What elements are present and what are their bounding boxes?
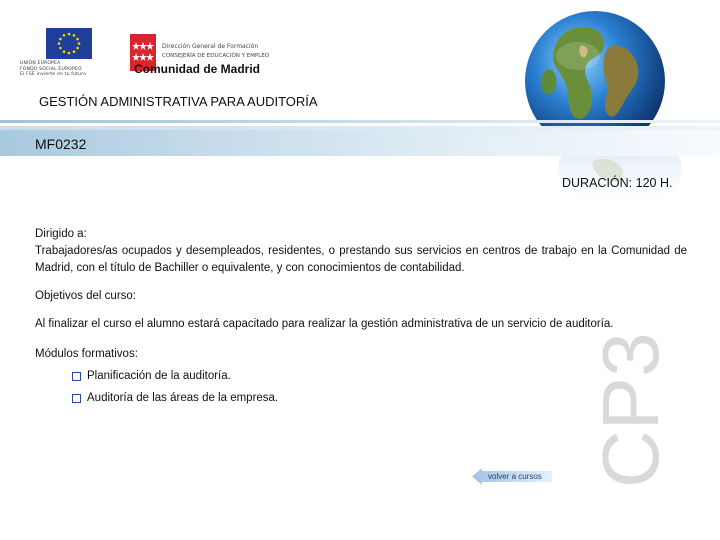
eu-flag-logo: [46, 28, 92, 59]
module-label: Planificación de la auditoría.: [87, 370, 231, 382]
madrid-name: Comunidad de Madrid: [134, 62, 260, 76]
target-audience-text: Trabajadores/as ocupados y desempleados, residentes, o prestando sus servicios en centros de trabajo en la Comunidad de Madrid, con el título de Bachiller o equivalente, y con conocimientos de contabilidad.: [35, 245, 687, 274]
title-divider: [0, 120, 720, 123]
module-item: [72, 392, 278, 404]
globe-reflection: [555, 150, 685, 235]
course-code: MF0232: [35, 136, 87, 152]
checkbox-bullet-icon: [72, 372, 81, 381]
code-band: [0, 130, 720, 156]
madrid-ministry-text: CONSEJERÍA DE EDUCACIÓN Y EMPLEO: [162, 53, 270, 59]
course-title: GESTIÓN ADMINISTRATIVA PARA AUDITORÍA: [39, 94, 318, 109]
checkbox-bullet-icon: [72, 394, 81, 403]
objectives-text: Al finalizar el curso el alumno estará capacitado para realizar la gestión administrativa de un servicio de auditoría.: [35, 318, 614, 330]
cp3-watermark: [580, 283, 690, 493]
cp3-watermark-text: CP3: [586, 332, 675, 488]
modules-label: Módulos formativos:: [35, 348, 138, 360]
objectives-label: Objetivos del curso:: [35, 290, 136, 302]
back-to-courses-label[interactable]: volver a cursos: [488, 472, 542, 481]
eu-caption: UNIÓN EUROPEA FONDO SOCIAL EUROPEO El FSE invierte en tu futuro: [20, 61, 87, 77]
madrid-direction-text: Dirección General de Formación: [162, 43, 259, 50]
course-duration: DURACIÓN: 120 H.: [562, 176, 673, 190]
module-label: Auditoría de las áreas de la empresa.: [87, 392, 279, 404]
module-item: [72, 370, 231, 382]
target-audience-label: Dirigido a:: [35, 228, 87, 240]
